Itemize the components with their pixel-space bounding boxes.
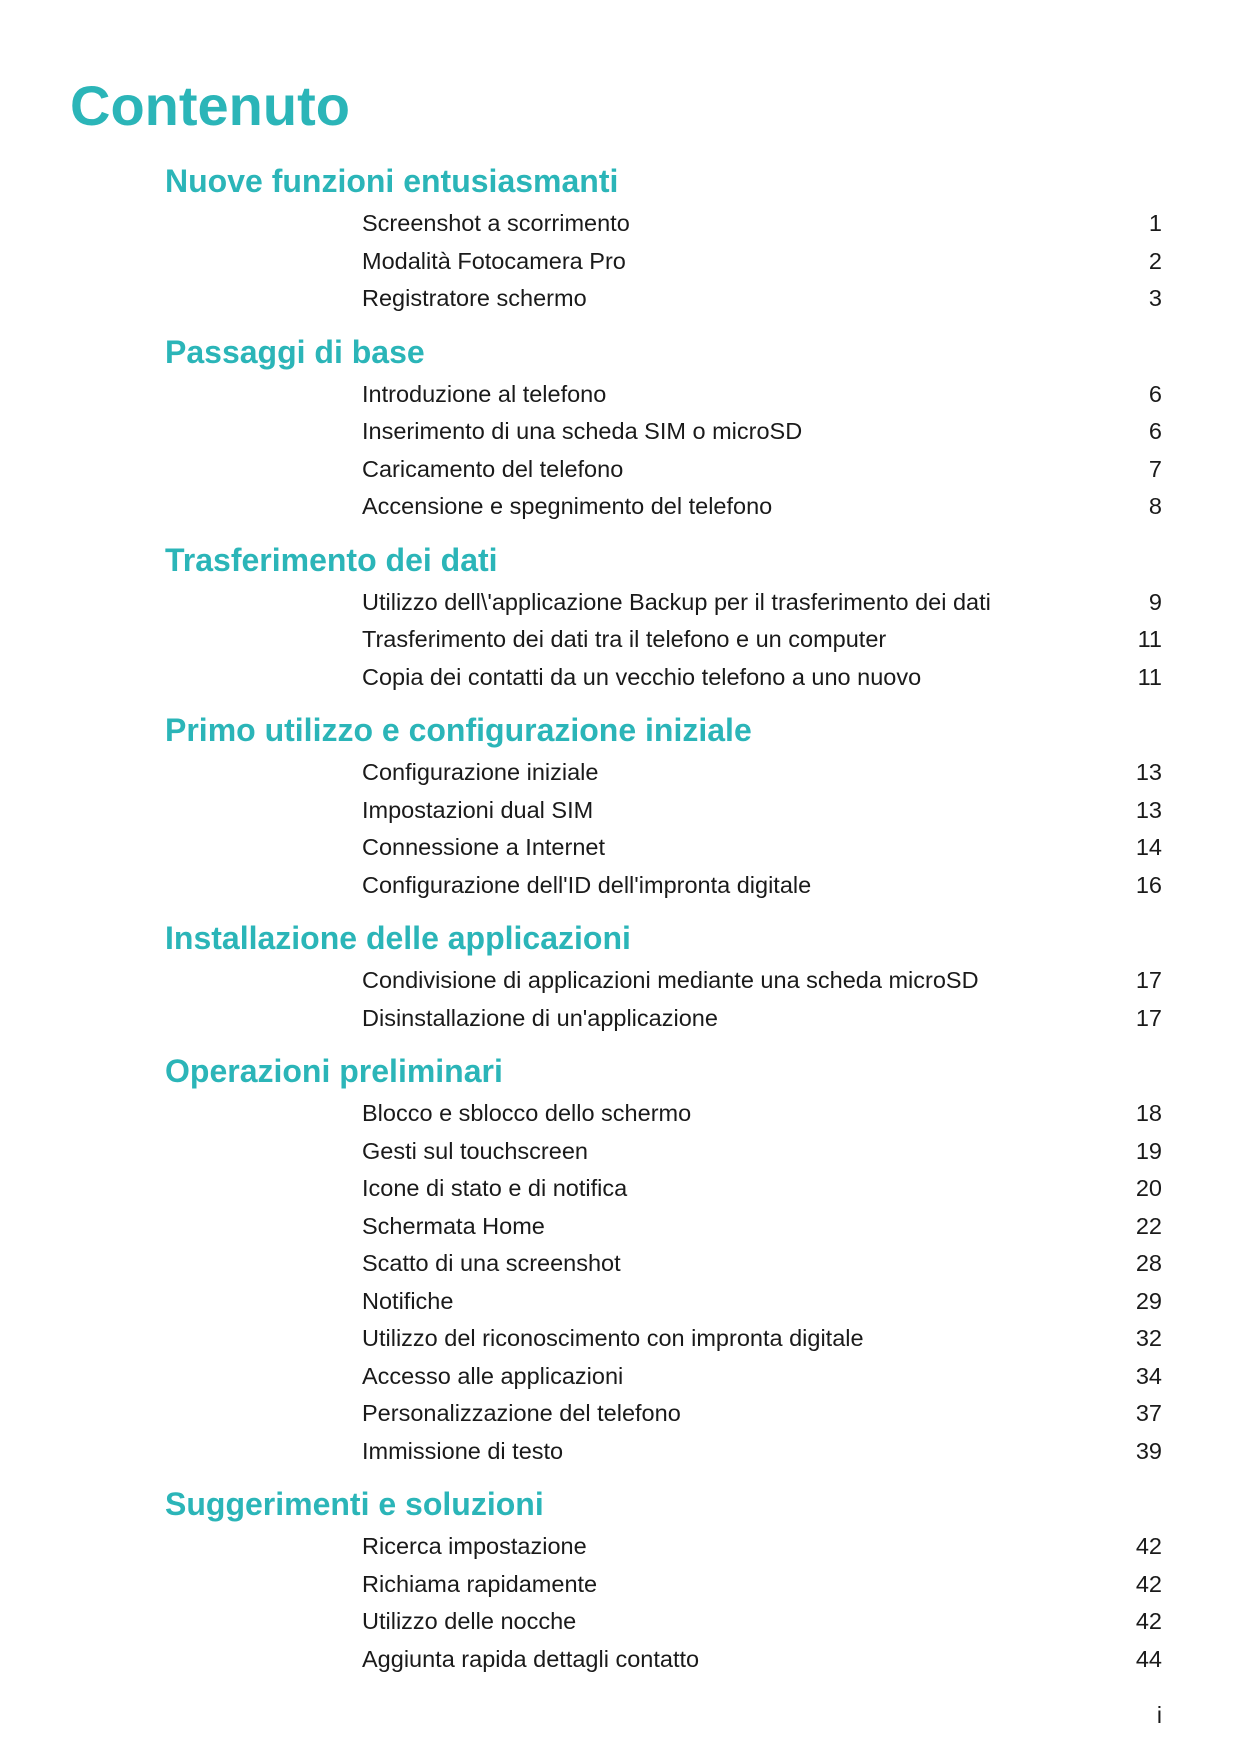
toc-entry[interactable]: [0, 659, 1241, 697]
toc-entry-list: [0, 754, 1241, 904]
section-title[interactable]: Nuove funzioni entusiasmanti: [165, 163, 619, 199]
toc-entry-label: Impostazioni dual SIM: [362, 796, 594, 823]
toc-entry-label: Configurazione iniziale: [362, 759, 599, 785]
toc-entry[interactable]: [0, 867, 1241, 905]
toc-entry-label: Modalità Fotocamera Pro: [362, 247, 626, 274]
toc-entry-page-number: 28: [1135, 1250, 1162, 1276]
toc-entry-page-number: 19: [1135, 1137, 1162, 1164]
section-title[interactable]: Installazione delle applicazioni: [165, 920, 631, 956]
toc-entry[interactable]: [0, 1433, 1241, 1471]
toc-entry-page-number: 1: [1148, 210, 1162, 236]
toc-entry-page-number: 11: [1137, 663, 1162, 690]
toc-entry[interactable]: [0, 451, 1241, 489]
table-of-contents: [0, 161, 1241, 1678]
toc-entry[interactable]: [0, 1641, 1241, 1679]
toc-entry-list: [0, 1095, 1241, 1470]
toc-entry-list: [0, 1528, 1241, 1678]
toc-entry[interactable]: [0, 1095, 1241, 1133]
toc-entry[interactable]: [0, 1320, 1241, 1358]
toc-entry-page-number: 42: [1135, 1570, 1162, 1597]
toc-entry[interactable]: [0, 792, 1241, 830]
toc-entry[interactable]: [0, 413, 1241, 451]
toc-entry-page-number: 34: [1135, 1362, 1162, 1389]
toc-entry-page-number: 42: [1135, 1608, 1162, 1634]
toc-entry-page-number: 14: [1135, 834, 1162, 860]
section-title[interactable]: Operazioni preliminari: [165, 1053, 503, 1089]
section-title[interactable]: Suggerimenti e soluzioni: [165, 1486, 544, 1522]
toc-entry-label: Immissione di testo: [362, 1437, 564, 1464]
toc-entry-page-number: 11: [1137, 626, 1162, 652]
toc-entry-page-number: 7: [1148, 455, 1162, 482]
toc-entry-label: Personalizzazione del telefono: [362, 1400, 681, 1426]
toc-entry-label: Notifiche: [362, 1287, 454, 1314]
toc-entry-label: Caricamento del telefono: [362, 455, 624, 482]
toc-entry-list: [0, 376, 1241, 526]
toc-entry[interactable]: [0, 1283, 1241, 1321]
page-number: i: [1156, 1702, 1162, 1728]
toc-entry[interactable]: [0, 1603, 1241, 1641]
toc-entry-page-number: 2: [1148, 247, 1162, 274]
toc-entry[interactable]: [0, 584, 1241, 622]
toc-entry-label: Utilizzo delle nocche: [362, 1608, 577, 1634]
toc-section: [0, 161, 1241, 318]
toc-entry-label: Disinstallazione di un'applicazione: [362, 1004, 718, 1031]
toc-entry-page-number: 44: [1135, 1645, 1162, 1672]
toc-entry-label: Ricerca impostazione: [362, 1533, 587, 1559]
toc-entry-label: Schermata Home: [362, 1212, 545, 1239]
toc-entry[interactable]: [0, 376, 1241, 414]
toc-entry-page-number: 13: [1135, 759, 1162, 785]
section-title[interactable]: Passaggi di base: [165, 333, 425, 370]
toc-entry-page-number: 16: [1135, 871, 1162, 898]
toc-entry[interactable]: [0, 280, 1241, 318]
toc-entry-label: Accensione e spegnimento del telefono: [362, 493, 773, 519]
toc-section: [0, 710, 1241, 904]
toc-entry[interactable]: [0, 488, 1241, 526]
toc-entry-page-number: 9: [1148, 588, 1162, 615]
toc-entry[interactable]: [0, 621, 1241, 659]
toc-section: [0, 540, 1241, 697]
toc-entry-list: [0, 962, 1241, 1037]
toc-entry-page-number: 42: [1135, 1533, 1162, 1559]
toc-entry[interactable]: [0, 1528, 1241, 1566]
toc-entry-label: Richiama rapidamente: [362, 1570, 598, 1597]
toc-entry[interactable]: [0, 1566, 1241, 1604]
toc-entry-label: Copia dei contatti da un vecchio telefono a uno nuovo: [362, 663, 922, 690]
toc-entry[interactable]: [0, 1133, 1241, 1171]
page-title: Contenuto: [70, 74, 350, 137]
section-title[interactable]: Primo utilizzo e configurazione iniziale: [165, 712, 752, 748]
toc-entry[interactable]: [0, 754, 1241, 792]
toc-entry[interactable]: [0, 962, 1241, 1000]
toc-entry[interactable]: [0, 1358, 1241, 1396]
toc-entry-label: Trasferimento dei dati tra il telefono e un computer: [362, 626, 887, 652]
toc-entry-label: Utilizzo dell\'applicazione Backup per il trasferimento dei dati: [362, 588, 991, 615]
toc-entry-label: Icone di stato e di notifica: [362, 1175, 628, 1201]
toc-entry-list: [0, 584, 1241, 697]
toc-section: [0, 918, 1241, 1037]
toc-entry-page-number: 6: [1148, 380, 1162, 407]
toc-entry[interactable]: [0, 1170, 1241, 1208]
toc-entry[interactable]: [0, 205, 1241, 243]
toc-entry-label: Blocco e sblocco dello schermo: [362, 1100, 692, 1126]
toc-entry[interactable]: [0, 1245, 1241, 1283]
toc-section: [0, 1484, 1241, 1678]
toc-section: [0, 332, 1241, 526]
toc-entry-label: Aggiunta rapida dettagli contatto: [362, 1645, 700, 1672]
toc-entry-page-number: 6: [1148, 418, 1162, 444]
toc-entry-page-number: 20: [1135, 1175, 1162, 1201]
toc-entry-label: Scatto di una screenshot: [362, 1250, 621, 1276]
toc-entry[interactable]: [0, 829, 1241, 867]
toc-entry[interactable]: [0, 243, 1241, 281]
toc-entry-label: Utilizzo del riconoscimento con impronta digitale: [362, 1325, 864, 1351]
toc-entry-label: Inserimento di una scheda SIM o microSD: [362, 418, 803, 444]
toc-entry-label: Condivisione di applicazioni mediante una scheda microSD: [362, 967, 979, 993]
toc-entry-label: Configurazione dell'ID dell'impronta digitale: [362, 871, 812, 898]
toc-entry-page-number: 8: [1148, 493, 1162, 519]
toc-entry-page-number: 39: [1135, 1437, 1162, 1464]
toc-entry-label: Registratore schermo: [362, 285, 587, 311]
toc-entry-page-number: 22: [1135, 1212, 1162, 1239]
toc-entry-page-number: 17: [1135, 1004, 1162, 1031]
toc-entry-page-number: 37: [1135, 1400, 1162, 1426]
toc-section: [0, 1051, 1241, 1470]
toc-entry-label: Gesti sul touchscreen: [362, 1137, 588, 1164]
toc-entry-page-number: 13: [1135, 796, 1162, 823]
toc-entry-page-number: 29: [1135, 1287, 1162, 1314]
toc-entry-page-number: 17: [1135, 967, 1162, 993]
toc-entry-page-number: 32: [1135, 1325, 1162, 1351]
toc-entry-page-number: 18: [1135, 1100, 1162, 1126]
section-title[interactable]: Trasferimento dei dati: [165, 541, 498, 578]
toc-entry-label: Connessione a Internet: [362, 834, 605, 860]
toc-entry[interactable]: [0, 1395, 1241, 1433]
toc-entry-page-number: 3: [1148, 285, 1162, 311]
toc-entry-label: Introduzione al telefono: [362, 380, 607, 407]
toc-entry-label: Accesso alle applicazioni: [362, 1362, 624, 1389]
toc-entry-label: Screenshot a scorrimento: [362, 210, 630, 236]
toc-entry-list: [0, 205, 1241, 318]
toc-entry[interactable]: [0, 1208, 1241, 1246]
toc-entry[interactable]: [0, 1000, 1241, 1038]
